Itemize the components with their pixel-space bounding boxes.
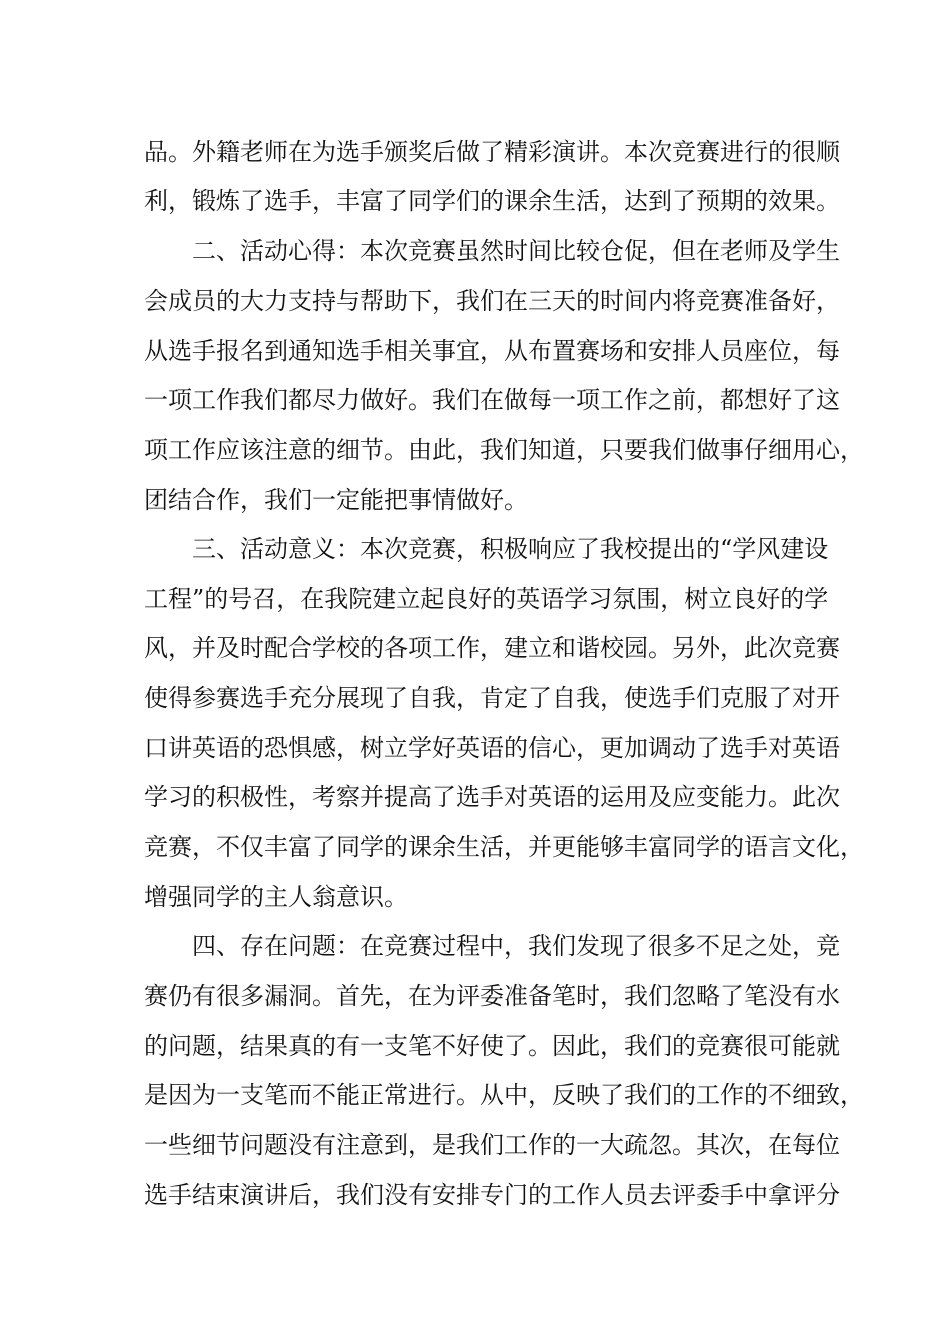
- text-line: 赛仍有很多漏洞。首先，在为评委准备笔时，我们忽略了笔没有水: [144, 982, 840, 1010]
- text-line: 从选手报名到通知选手相关事宜，从布置赛场和安排人员座位，每: [144, 337, 840, 365]
- text-line: 工程”的号召，在我院建立起良好的英语学习氛围，树立良好的学: [144, 585, 829, 613]
- text-line: 项工作应该注意的细节。由此，我们知道，只要我们做事仔细用心，: [144, 436, 864, 464]
- text-line: 品。外籍老师在为选手颁奖后做了精彩演讲。本次竞赛进行的很顺: [144, 138, 840, 166]
- text-line: 利，锻炼了选手，丰富了同学们的课余生活，达到了预期的效果。: [144, 187, 840, 215]
- text-line: 学习的积极性，考察并提高了选手对英语的运用及应变能力。此次: [144, 783, 840, 811]
- text-line: 增强同学的主人翁意识。: [144, 883, 408, 911]
- text-line: 竞赛，不仅丰富了同学的课余生活，并更能够丰富同学的语言文化，: [144, 833, 864, 861]
- text-line: 是因为一支笔而不能正常进行。从中，反映了我们的工作的不细致，: [144, 1081, 864, 1109]
- paragraph-heading-line: 四、存在问题：在竞赛过程中，我们发现了很多不足之处，竞: [192, 932, 840, 960]
- text-line: 使得参赛选手充分展现了自我，肯定了自我，使选手们克服了对开: [144, 684, 840, 712]
- text-line: 团结合作，我们一定能把事情做好。: [144, 486, 528, 514]
- paragraph-heading-line: 二、活动心得：本次竞赛虽然时间比较仓促，但在老师及学生: [192, 237, 840, 265]
- text-line: 的问题，结果真的有一支笔不好使了。因此，我们的竞赛很可能就: [144, 1032, 840, 1060]
- text-line: 会成员的大力支持与帮助下，我们在三天的时间内将竞赛准备好，: [144, 287, 840, 315]
- text-line: 选手结束演讲后，我们没有安排专门的工作人员去评委手中拿评分: [144, 1181, 840, 1209]
- text-line: 口讲英语的恐惧感，树立学好英语的信心，更加调动了选手对英语: [144, 734, 840, 762]
- text-line: 风，并及时配合学校的各项工作，建立和谐校园。另外，此次竞赛: [144, 634, 840, 662]
- paragraph-heading-line: 三、活动意义：本次竞赛，积极响应了我校提出的“学风建设: [192, 535, 829, 563]
- text-line: 一些细节问题没有注意到，是我们工作的一大疏忽。其次，在每位: [144, 1131, 840, 1159]
- text-line: 一项工作我们都尽力做好。我们在做每一项工作之前，都想好了这: [144, 386, 840, 414]
